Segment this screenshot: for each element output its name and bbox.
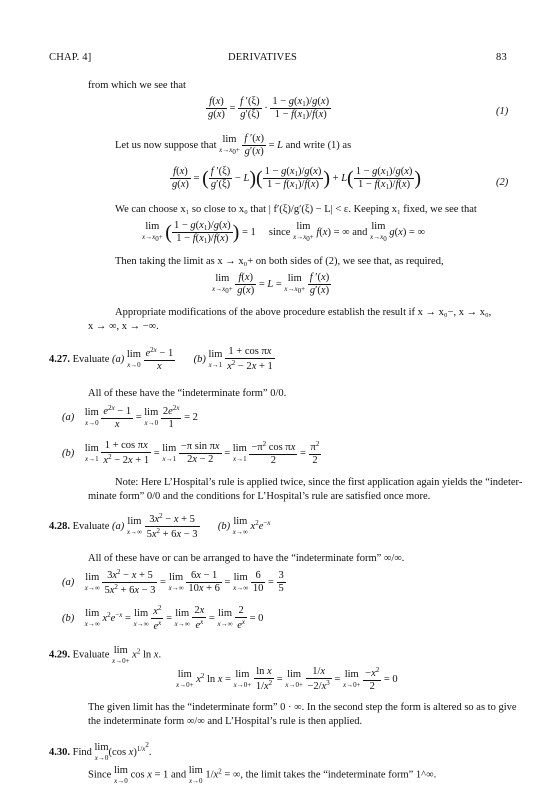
problem-4-27: 4.27. Evaluate (a) lim x→0 $\frac{e^{2x} - 1}{x}$ (b) lim x→1 $\frac{\text{1 + cos πx}}{x^2 - 2x + 1}$ <box>49 346 273 373</box>
p430-since-line: Since lim x→0 cos x = 1 and lim x→0 $1/x^2$ = ∞, the limit takes the “indeterminate form” 1^∞. <box>88 765 437 785</box>
suppose-line: Let us now suppose that lim $x\to x_0+$ $\frac{f '(x)}{g'(x)}$ = L and write (1) as <box>115 133 352 158</box>
equation-1: $\frac{f(x)}{g(x)}$ = $\frac{f '(\xi)}{g'(\xi)}$ · $\frac{1 - g(x_1)/g(x)}{1 - f(x_1)/f(x)}$ <box>208 96 330 122</box>
p429-text-line-1: The given limit has the “indeterminate form” 0 · ∞. In the second step the form is altered so as to give <box>88 702 517 713</box>
p427-note-line-2: minate form” 0/0 and the conditions for L’Hospital’s rule are satisfied once more. <box>88 491 431 502</box>
choose-text: We can choose x₁ so close to x₀ that | f′(ξ)/g′(ξ) − L| < ε. Keeping x₁ fixed, we see that <box>115 204 477 215</box>
conclusion-equation: lim $x\to x_0+$ $\frac{f(x)}{g(x)}$ = L = lim $x\to x_0+$ $\frac{f '(x)}{g'(x)}$ <box>212 272 330 297</box>
suppose-post: and write (1) as <box>285 139 352 151</box>
p429-solution: lim x→0+ $x^2$ ln x = lim x→0+ $\frac{\text{ln x}}{1/x^2}$ = lim x→0+ $\frac{1/x}{-2/x^3}$ = lim x→0+ $\frac{-x^2}{2}$ = 0 <box>176 666 398 693</box>
p428-solution-a: (a) lim x→∞ $\frac{3x^2 - x + 5}{5x^2 + 6x - 3}$ = lim x→∞ $\frac{6x - 1}{10x + 6}$ = lim x→∞ $\frac{6}{10}$ = $\frac{3}{5}$ <box>62 568 284 597</box>
p429-text-line-2: the indeterminate form ∞/∞ and L’Hospital’s rule is then applied. <box>88 716 363 727</box>
part-b-label: (b) <box>193 353 206 365</box>
problem-number: 4.29. <box>49 649 70 661</box>
chapter-label: CHAP. 4] <box>49 52 92 63</box>
intro-text: from which we see that <box>88 80 186 91</box>
running-title: DERIVATIVES <box>228 52 298 63</box>
problem-label: Find <box>72 747 92 758</box>
p428-all-text: All of these have or can be arranged to have the “indeterminate form” ∞/∞. <box>88 553 405 564</box>
and-word: and <box>352 226 368 238</box>
p428-solution-b: (b) lim x→∞ $x^2e^{-x}$ = lim x→∞ $\frac{x^2}{e^x}$ = lim x→∞ $\frac{2x}{e^x}$ = lim x→∞ $\frac{2}{e^x}$ = 0 <box>62 604 264 633</box>
problem-number: 4.28. <box>49 520 70 532</box>
p427-all-text: All of these have the “indeterminate form” 0/0. <box>88 388 287 399</box>
p427-solution-b: (b) lim x→1 $\frac{\text{1 + cos πx}}{x^2 - 2x + 1}$ = lim x→1 $\frac{\text{−π sin πx}}{2x - 2}$ = lim x→1 $\frac{-\pi^2 \cos \pi x}{2}$ = $\frac{\pi^2}{2}$ <box>62 440 320 467</box>
page-number: 83 <box>496 52 507 63</box>
part-a-label: (a) <box>111 520 125 532</box>
problem-label: Evaluate <box>72 353 110 365</box>
part-a-label: (a) <box>111 353 125 365</box>
problem-number: 4.30. <box>49 747 70 758</box>
problem-label: Evaluate <box>72 649 110 661</box>
p427-solution-a: (a) lim x→0 $\frac{e^{2x} - 1}{x}$ = lim x→0 $\frac{2e^{2x}}{1}$ = 2 <box>62 404 198 431</box>
modification-line-1: Appropriate modifications of the above procedure establish the result if x → x₀−, x → x₀, <box>115 307 492 318</box>
equation-2: $\frac{f(x)}{g(x)}$ = ( $\frac{f '(\xi)}{g'(\xi)}$ − L)( $\frac{1 - g(x_1)/g(x)}{1 - f(x_1)/f(x)}$ ) + L( $\frac{1 - g(x_1)/g(x)}{1 - f(x_1)/f(x)}$ ) <box>172 166 422 192</box>
problem-number: 4.27. <box>49 353 70 365</box>
since-word: Since <box>88 769 112 781</box>
problem-4-30: 4.30. Find lim x→0 (cos x)$^{1/x^2}$. <box>49 741 152 762</box>
then-text: Then taking the limit as x → x₀+ on both sides of (2), we see that, as required, <box>115 256 444 267</box>
suppose-pre: Let us now suppose that <box>115 139 217 151</box>
part-b-label: (b) <box>217 520 231 532</box>
problem-label: Evaluate <box>72 520 110 532</box>
limit-ratio-equation: lim $x\to x_0+$ ( $\frac{1 - g(x_1)/g(x)}{1 - f(x_1)/f(x)}$ ) = 1 since lim $x\to x_0+$ f(x) = ∞ and lim $x\to x_0$ g(x) = ∞ <box>142 220 425 246</box>
equation-1-tag: (1) <box>496 106 509 117</box>
problem-4-28: 4.28. Evaluate (a) lim x→∞ $\frac{3x^2 - x + 5}{5x^2 + 6x - 3}$ (b) lim x→∞ $x^2e^{-x}$ <box>49 512 271 541</box>
and-word: and <box>170 769 187 781</box>
since-word: since <box>268 226 291 238</box>
end-text: , the limit takes the “indeterminate form” 1^∞. <box>240 769 437 781</box>
modification-line-2: x → ∞, x → −∞. <box>88 321 159 332</box>
p427-note-line-1: Note: Here L’Hospital’s rule is applied twice, since the first application again yields the “indeter- <box>115 477 523 488</box>
equation-2-tag: (2) <box>496 177 509 188</box>
problem-4-29: 4.29. Evaluate lim x→0+ $x^2$ ln x. <box>49 645 162 665</box>
